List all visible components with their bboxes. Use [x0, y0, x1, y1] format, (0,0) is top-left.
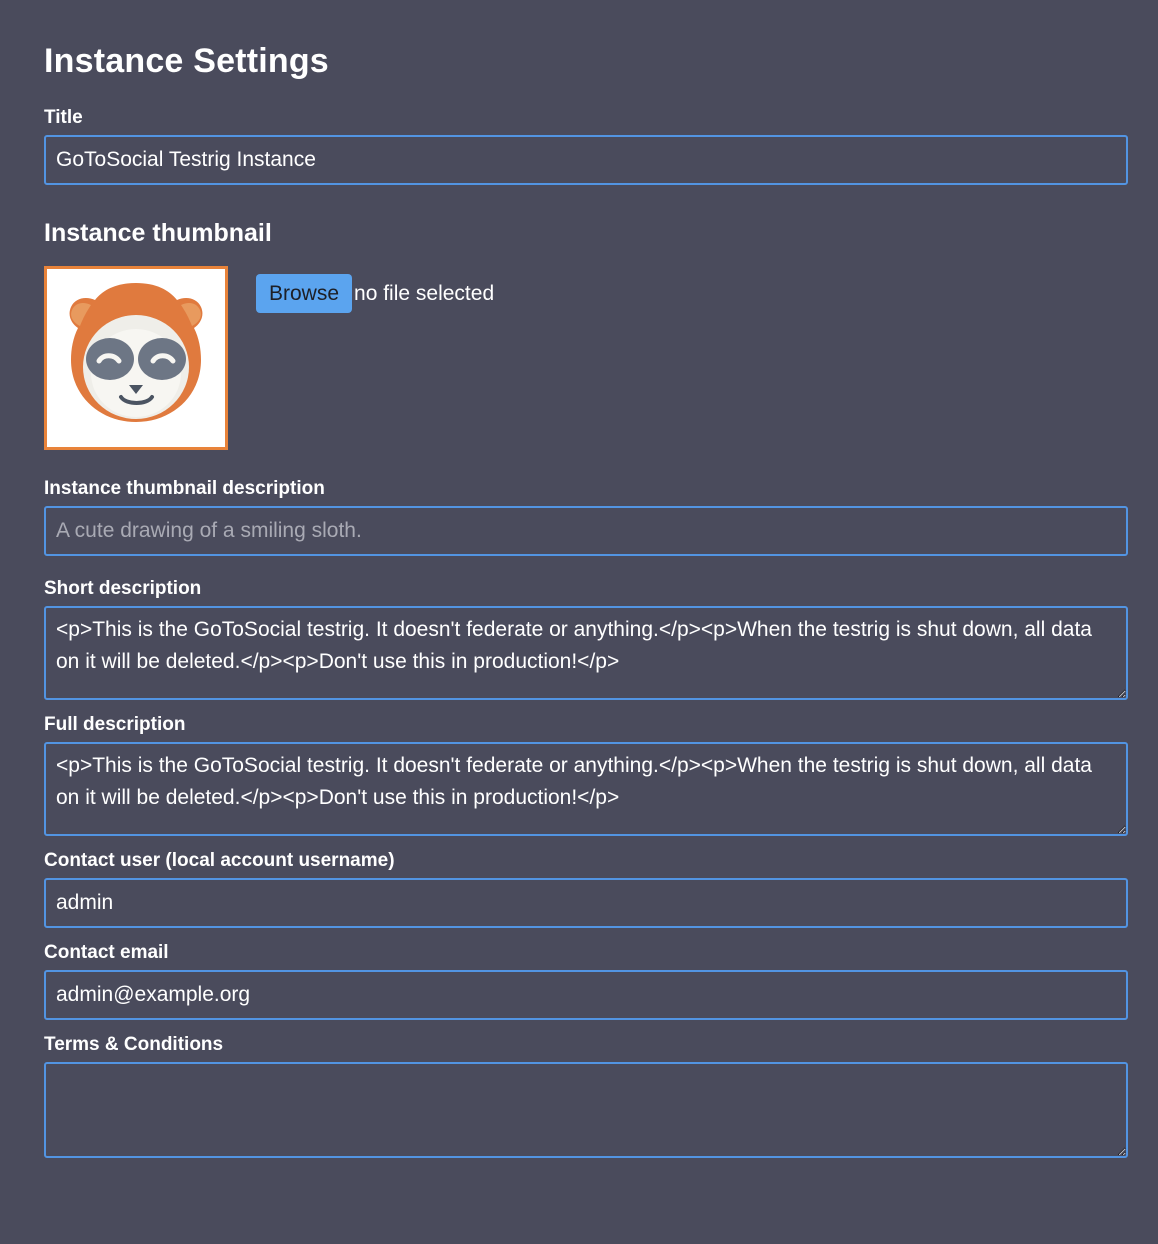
title-field-group: [44, 107, 1128, 185]
short-description-textarea[interactable]: [44, 606, 1128, 700]
title-input[interactable]: [44, 135, 1128, 185]
terms-textarea[interactable]: [44, 1062, 1128, 1158]
thumbnail-file-picker: [256, 274, 494, 313]
contact-email-label: Contact email: [44, 942, 169, 963]
terms-group: [44, 1034, 1128, 1158]
full-description-group: [44, 714, 1128, 836]
instance-thumbnail-heading: Instance thumbnail: [44, 219, 272, 247]
sloth-icon: [47, 269, 225, 447]
terms-label: Terms & Conditions: [44, 1034, 224, 1055]
full-description-textarea[interactable]: [44, 742, 1128, 836]
thumbnail-description-group: [44, 478, 1128, 556]
contact-email-group: [44, 942, 1128, 1020]
thumbnail-row: [44, 266, 1128, 450]
short-description-group: [44, 578, 1128, 700]
contact-user-group: [44, 850, 1128, 928]
contact-email-input[interactable]: [44, 970, 1128, 1020]
full-description-label: Full description: [44, 714, 186, 735]
contact-user-label: Contact user (local account username): [44, 850, 395, 871]
title-label: Title: [44, 107, 83, 128]
thumbnail-description-label: Instance thumbnail description: [44, 478, 325, 499]
short-description-label: Short description: [44, 578, 202, 599]
file-status-text: no file selected: [354, 281, 495, 305]
instance-thumbnail-preview[interactable]: [44, 266, 228, 450]
browse-button[interactable]: Browse: [256, 274, 352, 313]
contact-user-input[interactable]: [44, 878, 1128, 928]
thumbnail-description-input[interactable]: [44, 506, 1128, 556]
page-title: Instance Settings: [44, 42, 329, 80]
